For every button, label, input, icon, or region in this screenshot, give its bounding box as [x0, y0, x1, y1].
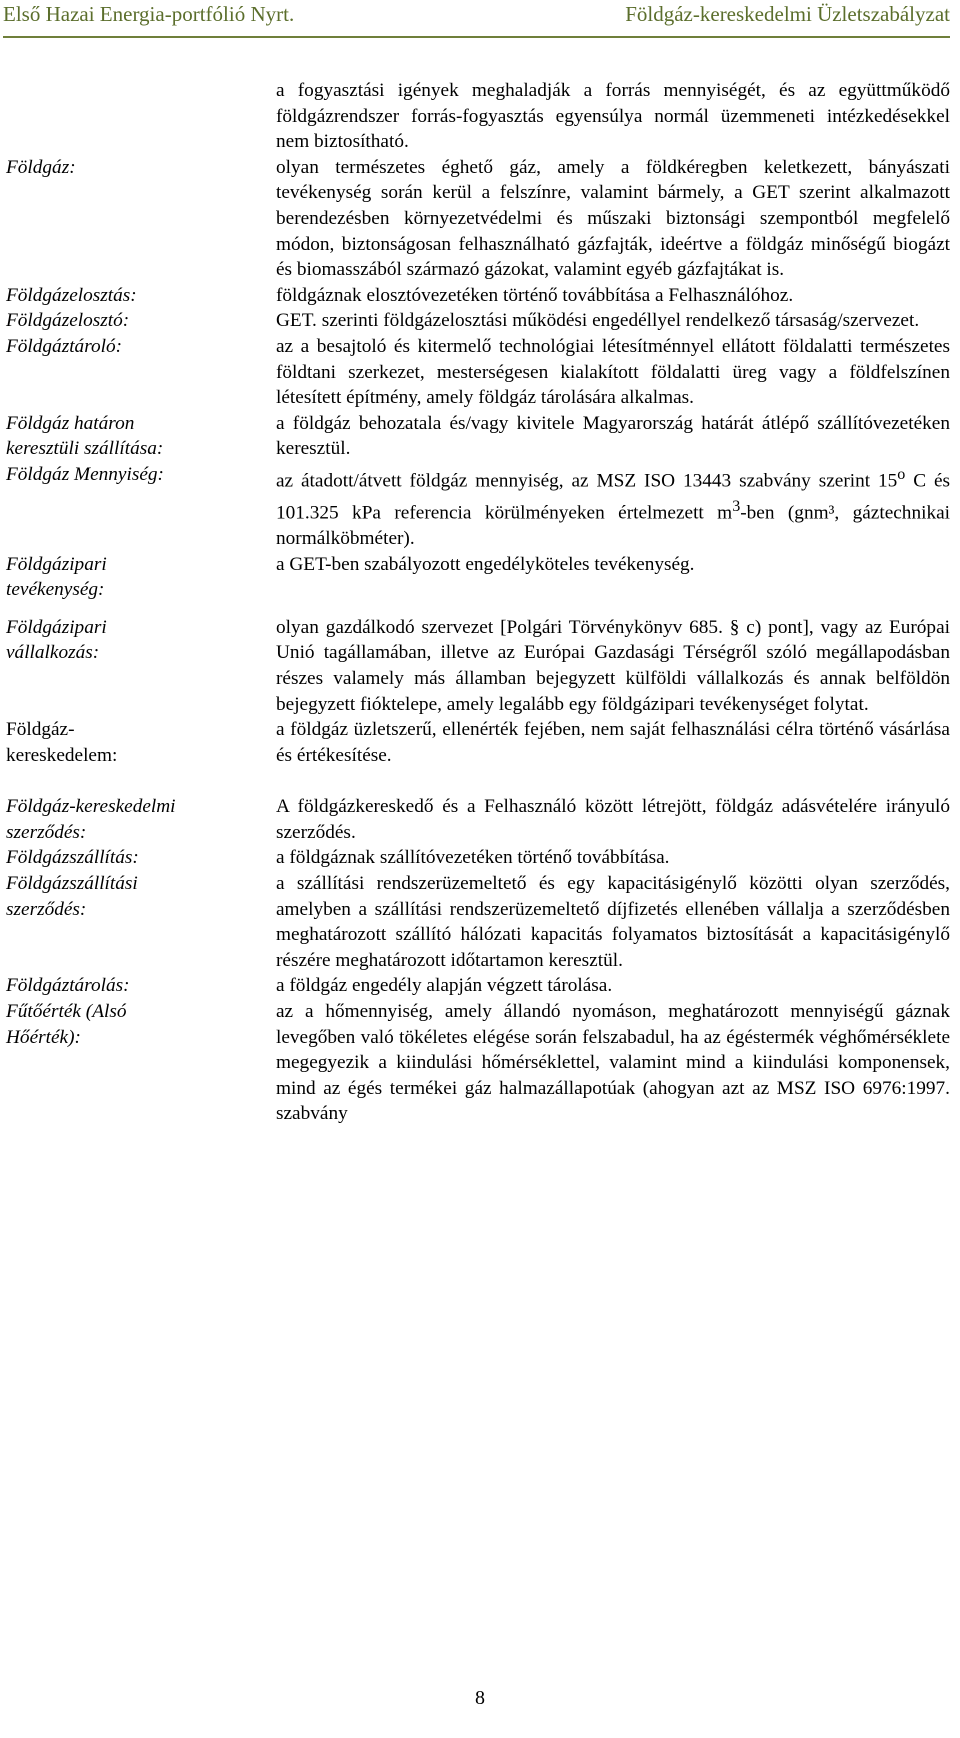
page-header: [3, 2, 950, 38]
definition-text: GET. szerinti földgázelosztási működési engedéllyel rendelkező társaság/szervezet.: [276, 310, 920, 332]
definition-text: a földgáz behozatala és/vagy kivitele Magyarország határát átlépő szállítóvezetéken keresztül.: [276, 412, 950, 460]
definition-entry: [6, 845, 954, 871]
definition-text: földgáznak elosztóvezetéken történő továbbítása a Felhasználóhoz.: [276, 284, 794, 306]
definition-text-part: -ben (gnm³, gáztechnikai normálköbméter).: [276, 502, 951, 549]
definition-entry: [6, 973, 954, 999]
definition-entry: [6, 615, 954, 717]
definition-text: olyan természetes éghető gáz, amely a földkéregben keletkezett, bányászati tevékenység során kerül a felszínre, valamint bármely, a GET szerint alkalmazott berendezésben környezetvédelmi és műszaki biztonsági szempontból megfelelő módon, biztonságosan felhasználható gázfajták, ideértve a földgáz minőségű biogázt és biomasszából származó gázokat, valamint egyéb gázfajtákat is.: [276, 156, 950, 281]
definition-text: [276, 462, 950, 552]
definition-entry: [6, 462, 954, 552]
definition-entry: [6, 999, 954, 1127]
definition-text-part: C és 101.325 kPa referencia körülményeken értelmezett m: [276, 470, 951, 524]
definition-term: Földgáz határon keresztüli szállítása:: [6, 412, 164, 460]
definition-entry: [6, 283, 954, 309]
definition-text: a földgáz engedély alapján végzett tárolása.: [276, 975, 613, 997]
continued-definition: a fogyasztási igények meghaladják a forrás mennyiségét, és az együttműködő földgázrendszer forrás-fogyasztás egyensúlya normál üzemmeneti intézkedésekkel nem biztosítható.: [276, 80, 950, 153]
definition-term: Földgáz- kereskedelem:: [6, 719, 118, 766]
definition-entry: [6, 334, 954, 411]
page-number: 8: [475, 1687, 485, 1709]
definition-entry: [6, 794, 954, 845]
definition-entry: [6, 411, 954, 462]
definition-entry: [6, 308, 954, 334]
definition-term: Földgáz Mennyiség:: [6, 463, 164, 485]
definition-text-part: az átadott/átvett földgáz mennyiség, az MSZ ISO 13443 szabvány szerint 15: [276, 470, 898, 492]
definition-entry: [6, 717, 954, 768]
definition-term: Fűtőérték (Alsó Hőérték):: [6, 1001, 127, 1048]
definition-text: olyan gazdálkodó szervezet [Polgári Törvénykönyv 685. § c) pont], vagy az Európai Unió tagállamában, illetve az Európai Gazdasági Térségről szóló megállapodásban részes valamely más államban bejegyzett külföldi vállalkozás és annak belföldön bejegyzett fióktelepe, amely legalább egy földgázipari tevékenységet folytat.: [276, 616, 950, 715]
definition-term: Földgáz-kereskedelmi szerződés:: [6, 796, 176, 843]
definitions-list: [6, 78, 954, 1127]
definition-entry: [6, 871, 954, 973]
cubic-superscript: 3: [732, 497, 741, 515]
definition-entry: [6, 155, 954, 283]
definition-term: Földgázszállítási szerződés:: [6, 873, 138, 920]
header-company-name: Első Hazai Energia-portfólió Nyrt.: [3, 2, 295, 26]
definition-text: a szállítási rendszerüzemeltető és egy kapacitásigénylő közötti olyan szerződés, amelyben a szállítási rendszerüzemeltető díjfizetés ellenében vállalja a szerződésben meghatározott szállító hálózati kapacitás folyamatos biztosítását a kapacitásigénylő részére meghatározott időtartamon keresztül.: [276, 873, 950, 971]
definition-term: Földgáz:: [6, 156, 76, 178]
definition-term: Földgázipari vállalkozás:: [6, 616, 107, 664]
definition-text: az a besajtoló és kitermelő technológiai létesítménnyel ellátott földalatti természetes földtani szerkezet, mesterségesen kialakított földalatti üreg vagy a földfelszínen létesített építmény, amely földgáz tárolására alkalmas.: [276, 335, 950, 409]
definition-term: Földgáztárolás:: [6, 975, 130, 997]
definition-term: Földgázelosztás:: [6, 284, 137, 306]
definition-text: a földgáznak szállítóvezetéken történő továbbítása.: [276, 847, 670, 869]
definition-term: Földgáztároló:: [6, 335, 123, 357]
header-document-title: Földgáz-kereskedelmi Üzletszabályzat: [625, 2, 950, 26]
definition-term: Földgázszállítás:: [6, 847, 139, 869]
definition-term: Földgázipari tevékenység:: [6, 553, 107, 601]
definition-term: Földgázelosztó:: [6, 310, 130, 332]
definition-text: a GET-ben szabályozott engedélyköteles tevékenység.: [276, 553, 695, 575]
definition-text: az a hőmennyiség, amely állandó nyomáson, meghatározott mennyiségű gáznak levegőben való tökéletes elégése során felszabadul, ha az égéstermék véghőmérséklete megegyezik a kiindulási hőmérséklettel, valamint mind a kiindulási komponensek, mind az égés termékei gáz halmazállapotúak (ahogyan azt az MSZ ISO 6976:1997. szabvány: [276, 1001, 950, 1125]
degree-superscript: o: [897, 465, 906, 483]
definition-text: a földgáz üzletszerű, ellenérték fejében, nem saját felhasználási célra történő vásárlása és értékesítése.: [276, 719, 950, 766]
definition-entry: [6, 552, 954, 603]
definition-text: A földgázkereskedő és a Felhasználó között létrejött, földgáz adásvételére irányuló szerződés.: [276, 796, 950, 843]
